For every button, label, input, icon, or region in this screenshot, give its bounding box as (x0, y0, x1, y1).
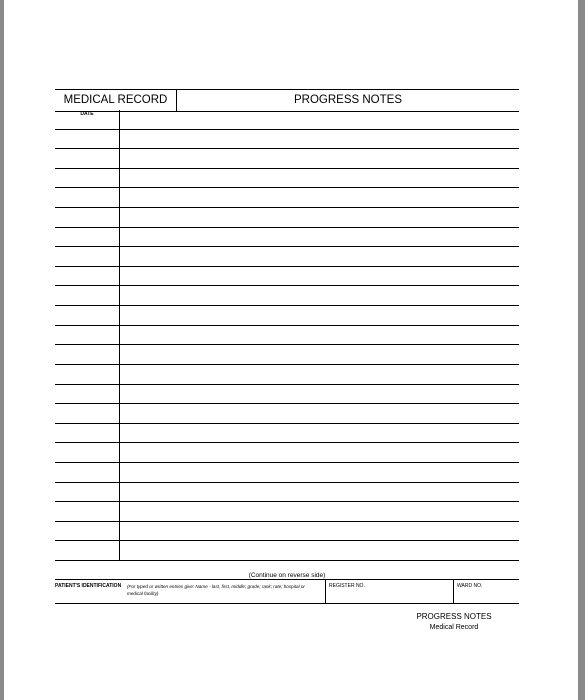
header-medical-record: MEDICAL RECORD (63, 94, 168, 106)
note-row (55, 345, 519, 365)
note-row (55, 424, 519, 444)
note-row (55, 110, 519, 130)
note-row (55, 541, 519, 561)
date-column-label: DATE (80, 111, 94, 117)
continue-note: (Continue on reverse side) (248, 572, 326, 579)
note-row (55, 228, 519, 248)
ward-no-label: WARD NO. (457, 583, 483, 589)
register-no-label: REGISTER NO. (329, 583, 365, 589)
note-row (55, 149, 519, 169)
note-row (55, 247, 519, 267)
form-header (55, 89, 519, 112)
form-title: PROGRESS NOTES (416, 612, 492, 621)
footer-divider-1 (325, 580, 326, 603)
note-row (55, 404, 519, 424)
document-page (4, 0, 578, 700)
header-progress-notes: PROGRESS NOTES (294, 94, 402, 106)
note-row (55, 326, 519, 346)
note-row (55, 306, 519, 326)
note-row (55, 286, 519, 306)
form-footer (55, 579, 519, 604)
note-row (55, 208, 519, 228)
note-row (55, 267, 519, 287)
patient-id-instructions: (For typed or written entries give: Name - last, first, middle; grade; rank; rate; hospital or medical facility) (127, 584, 305, 596)
footer-divider-2 (453, 580, 454, 603)
note-row (55, 522, 519, 542)
patient-id-label: PATIENT'S IDENTIFICATION (55, 583, 122, 589)
notes-grid (55, 110, 519, 561)
note-row (55, 463, 519, 483)
note-row (55, 188, 519, 208)
note-row (55, 365, 519, 385)
note-row (55, 130, 519, 150)
note-row (55, 169, 519, 189)
note-row (55, 443, 519, 463)
note-row (55, 385, 519, 405)
form-subtitle: Medical Record (429, 624, 479, 631)
note-row (55, 483, 519, 503)
note-row (55, 502, 519, 522)
